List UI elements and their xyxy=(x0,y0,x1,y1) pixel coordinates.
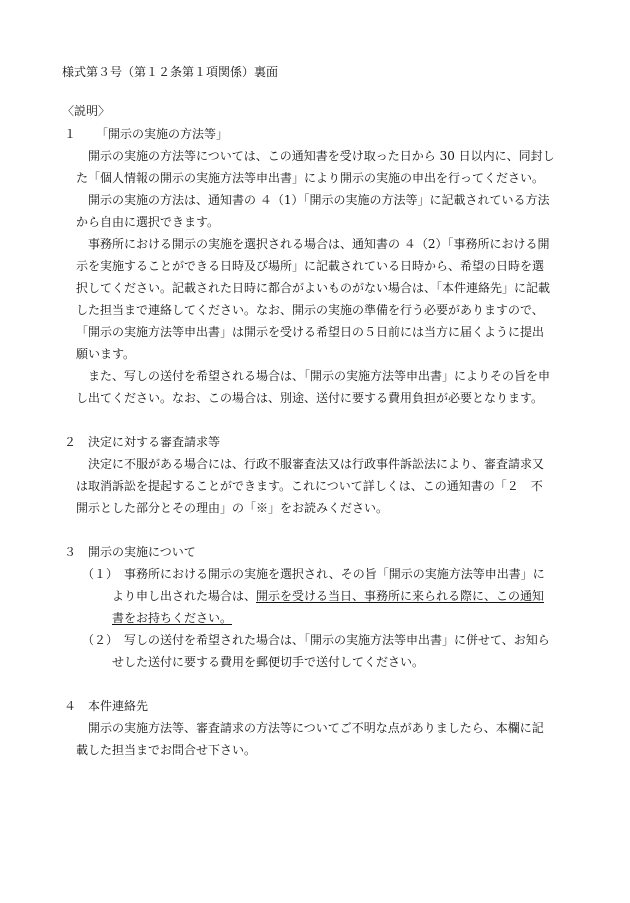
explanation-header: 〈説明〉 xyxy=(62,104,111,118)
section-1-title: 「開示の実施の方法等」 xyxy=(96,127,229,141)
item-1-underlined-text: 開示を受ける当日、事務所に来られる際に、この通知 xyxy=(256,589,545,603)
paragraph-line: 示を実施することができる日時及び場所」に記載されている日時から、希望の日時を選 xyxy=(76,259,545,273)
paragraph-line xyxy=(112,585,544,607)
paragraph-line: は取消訴訟を提起することができます。これについて詳しくは、この通知書の「２ 不 xyxy=(76,479,543,493)
paragraph-line: し出てください。なお、この場合は、別途、送付に要する費用負担が必要となります。 xyxy=(76,391,544,405)
paragraph-line: 開示とした部分とその理由」の「※」をお読みください。 xyxy=(76,501,389,515)
section-2-number: ２ xyxy=(64,435,77,449)
section-1-number: １ xyxy=(64,127,77,141)
item-2-number: （２） xyxy=(82,633,119,647)
paragraph-line: 択してください。記載された日時に都合がよいものがない場合は、「本件連絡先」に記載 xyxy=(76,281,551,295)
paragraph-line: また、写しの送付を希望される場合は、「開示の実施方法等申出書」によりその旨を申 xyxy=(88,369,551,383)
section-4-number: ４ xyxy=(64,699,77,713)
form-title: 様式第３号（第１２条第１項関係）裏面 xyxy=(62,65,279,79)
item-1-number: （１） xyxy=(82,567,119,581)
paragraph-line: せした送付に要する費用を郵便切手で送付してください。 xyxy=(112,655,425,669)
paragraph-line: から自由に選択できます。 xyxy=(76,215,220,229)
section-3-number: ３ xyxy=(64,545,77,559)
paragraph-line: 「開示の実施方法等申出書」は開示を受ける希望日の５日前には当方に届くように提出 xyxy=(76,325,545,339)
section-2-title: 決定に対する審査請求等 xyxy=(88,435,221,449)
paragraph-line: 載した担当までお問合せ下さい。 xyxy=(76,743,257,757)
section-4-title: 本件連絡先 xyxy=(88,699,149,713)
paragraph-line: 事務所における開示の実施を選択され、その旨「開示の実施方法等申出書」に xyxy=(124,567,545,581)
item-1-plain-text: より申し出された場合は、 xyxy=(112,589,257,603)
paragraph-line: 決定に不服がある場合には、行政不服審査法又は行政事件訴訟法により、審査請求又 xyxy=(88,457,545,471)
paragraph-line: 写しの送付を希望された場合は、「開示の実施方法等申出書」に併せて、お知ら xyxy=(124,633,550,647)
paragraph-line: 願います。 xyxy=(76,347,136,361)
paragraph-line: 開示の実施の方法は、通知書の ４（1）「開示の実施の方法等」に記載されている方法 xyxy=(88,193,550,207)
section-3-title: 開示の実施について xyxy=(88,545,196,559)
item-1-underlined-text: 書をお持ちください。 xyxy=(112,611,233,625)
paragraph-line: 開示の実施の方法等については、この通知書を受け取った日から 30 日以内に、同封し xyxy=(88,149,555,163)
paragraph-line: た「個人情報の開示の実施方法等申出書」により開示の実施の申出を行ってください。 xyxy=(76,171,545,185)
paragraph-line: 事務所における開示の実施を選択される場合は、通知書の ４（2）「事務所における開 xyxy=(88,237,550,251)
paragraph-line: 開示の実施方法等、審査請求の方法等についてご不明な点がありましたら、本欄に記 xyxy=(88,721,544,735)
paragraph-line: した担当まで連絡してください。なお、開示の実施の準備を行う必要がありますので、 xyxy=(76,303,544,317)
